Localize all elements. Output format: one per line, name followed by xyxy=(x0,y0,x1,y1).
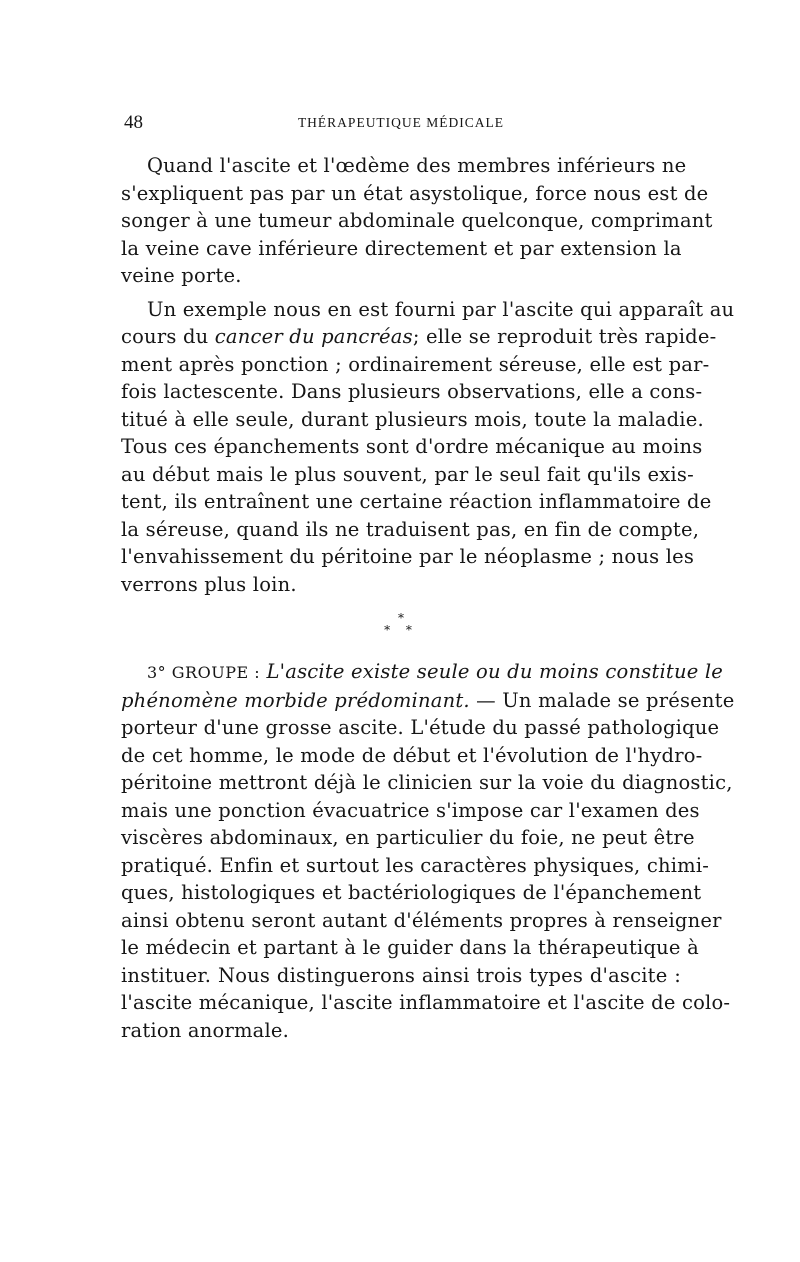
page-number: 48 xyxy=(124,112,143,133)
text-line: tent, ils entraînent une certaine réaction inflammatoire de xyxy=(121,490,712,513)
text-line: instituer. Nous distinguerons ainsi trois types d'ascite : xyxy=(121,963,681,987)
text-line xyxy=(121,658,724,687)
text-line: verrons plus loin. xyxy=(121,572,297,596)
text-line: s'expliquent pas par un état asystolique, force nous est de xyxy=(121,181,709,205)
text-line: songer à une tumeur abdominale quelconque, comprimant xyxy=(121,209,713,232)
italic-term: cancer du pancréas xyxy=(214,325,413,348)
text-line: la veine cave inférieure directement et par extension la xyxy=(121,236,682,260)
text-line: fois lactescente. Dans plusieurs observations, elle a cons- xyxy=(121,380,703,403)
asterism-divider xyxy=(121,606,681,650)
text-line: viscères abdominaux, en particulier du foie, ne peut être xyxy=(121,826,695,849)
text-line xyxy=(121,323,717,351)
text-span: — Un malade se présente xyxy=(469,688,735,712)
text-line: l'ascite mécanique, l'ascite inflammatoire et l'ascite de colo- xyxy=(121,991,731,1014)
text-line: mais une ponction évacuatrice s'impose car l'examen des xyxy=(121,798,700,822)
text-line: péritoine mettront déjà le clinicien sur la voie du diagnostic, xyxy=(121,771,733,794)
text-span: cours du xyxy=(121,325,215,348)
asterism-bottom: * * xyxy=(384,623,418,637)
text-line: de cet homme, le mode de début et l'évolution de l'hydro- xyxy=(121,743,703,767)
running-title: THÉRAPEUTIQUE MÉDICALE xyxy=(297,115,505,130)
text-line: veine porte. xyxy=(121,264,242,287)
text-line: le médecin et partant à le guider dans la thérapeutique à xyxy=(121,936,699,959)
asterism-top: * xyxy=(398,611,404,625)
paragraph-1 xyxy=(121,152,713,290)
text-line: pratiqué. Enfin et surtout les caractères physiques, chimi- xyxy=(121,853,710,877)
group-label: 3° GROUPE : xyxy=(147,663,261,682)
page-header xyxy=(118,112,684,136)
text-line: titué à elle seule, durant plusieurs mois, toute la maladie. xyxy=(121,407,704,431)
text-line: au début mais le plus souvent, par le seul fait qu'ils exis- xyxy=(121,462,694,486)
body-text xyxy=(121,152,735,1050)
text-line: Tous ces épanchements sont d'ordre mécanique au moins xyxy=(121,435,703,458)
italic-heading: phénomène morbide prédominant. xyxy=(121,688,470,712)
text-line: l'envahissement du péritoine par le néoplasme ; nous les xyxy=(121,545,695,568)
text-line: Quand l'ascite et l'œdème des membres inférieurs ne xyxy=(147,154,687,177)
text-span: ; elle se reproduit très rapide- xyxy=(412,325,717,348)
text-line xyxy=(121,687,735,715)
text-line: Un exemple nous en est fourni par l'ascite qui apparaît au xyxy=(147,297,735,321)
text-line: ques, histologiques et bactériologiques de l'épanchement xyxy=(121,881,702,904)
text-line: la séreuse, quand ils ne traduisent pas, en fin de compte, xyxy=(121,517,700,541)
text-line: ration anormale. xyxy=(121,1018,290,1042)
paragraph-3 xyxy=(121,658,735,1044)
text-line: ainsi obtenu seront autant d'éléments propres à renseigner xyxy=(121,908,722,932)
paragraph-2 xyxy=(121,296,735,599)
text-line: porteur d'une grosse ascite. L'étude du passé pathologique xyxy=(121,716,720,739)
italic-heading: L'ascite existe seule ou du moins constitue le xyxy=(266,660,724,683)
text-line: ment après ponction ; ordinairement séreuse, elle est par- xyxy=(121,352,710,376)
